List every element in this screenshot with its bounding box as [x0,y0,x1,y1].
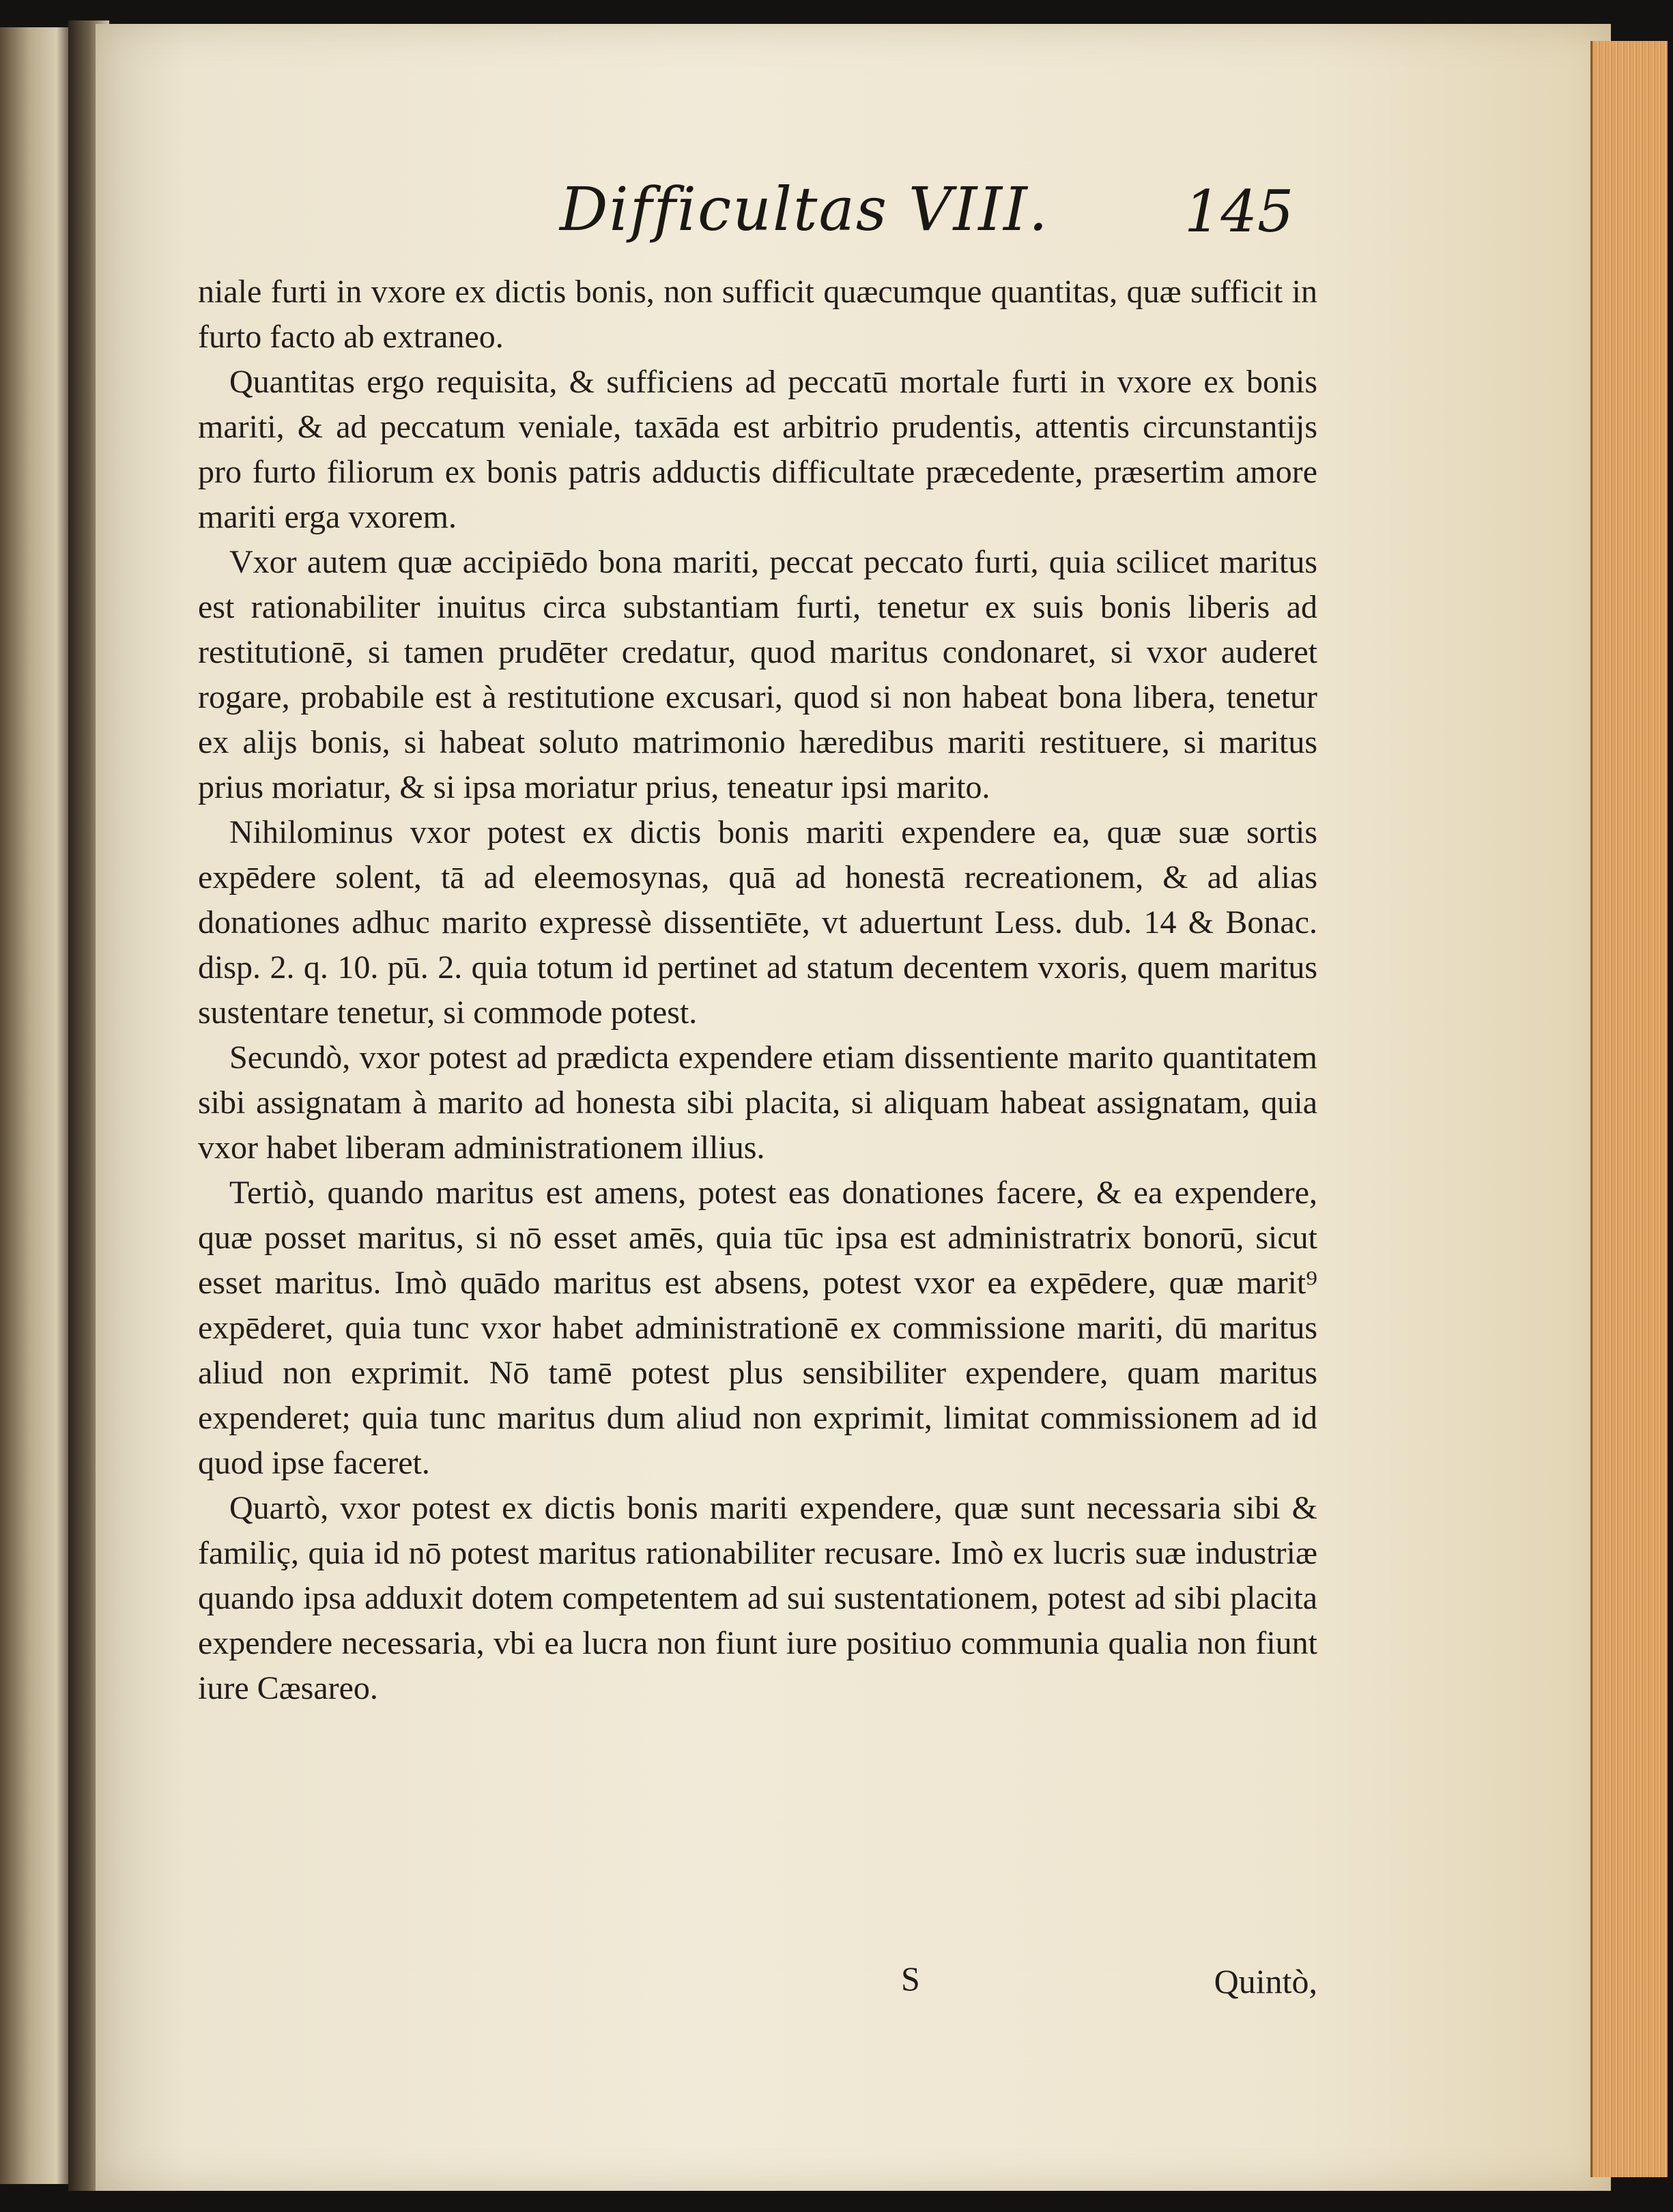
page-number: 145 [1184,178,1294,245]
paragraph-quantitas: Quantitas ergo requisita, & sufficiens ad peccatū mortale furti in vxore ex bonis mariti, & ad peccatum veniale, taxāda est arbitrio prudentis, attentis circunstantijs pro furto filiorum ex bonis patris adductis difficultate præcedente, præsertim amore mariti erga vxorem. [198,364,1317,535]
page-header [560,174,1379,256]
page-footer [198,1959,1317,2013]
previous-page-edge [0,27,75,2184]
body-text [198,270,1317,1711]
paragraph-continuation: niale furti in vxore ex dictis bonis, non sufficit quæcumque quantitas, quæ sufficit in furto facto ab extraneo. [198,274,1317,355]
paragraph-tertio: Tertiò, quando maritus est amens, potest eas donationes facere, & ea expendere, quæ posset maritus, si nō esset amēs, quia tūc ipsa est administratrix bonorū, sicut esset maritus. Imò quādo maritus est absens, potest vxor ea expēdere, quæ marit⁹ expēderet, quia tunc vxor habet administrationē ex commissione mariti, dū maritus aliud non exprimit. Nō tamē potest plus sensibiliter expendere, quam maritus expenderet; quia tunc maritus dum aliud non exprimit, limitat commissionem ad id quod ipse faceret. [198,1175,1317,1481]
gilt-fore-edge [1590,41,1668,2177]
signature-mark: S [901,1959,920,1998]
paragraph-quarto: Quartò, vxor potest ex dictis bonis mariti expendere, quæ sunt necessaria sibi & familiç, quia id nō potest maritus rationabiliter recusare. Imò ex lucris suæ industriæ quando ipsa adduxit dotem competentem ad sui sustentationem, potest ad sibi placita expendere necessaria, vbi ea lucra non fiunt iure positiuo communia qualia non fiunt iure Cæsareo. [198,1490,1317,1706]
running-head: Difficultas VIII. [560,174,1049,244]
catchword: Quintò, [1214,1962,1317,2000]
paragraph-vxor-autem: Vxor autem quæ accipiēdo bona mariti, peccat peccato furti, quia scilicet maritus est rationabiliter inuitus circa substantiam furti, tenetur ex suis bonis liberis ad restitutionē, si tamen prudēter credatur, quod maritus condonaret, si vxor auderet rogare, probabile est à restitutione excusari, quod si non habeat bona libera, tenetur ex alijs bonis, si habeat soluto matrimonio hæredibus mariti restituere, si maritus prius moriatur, & si ipsa moriatur prius, teneatur ipsi marito. [198,544,1317,805]
paragraph-secundo: Secundò, vxor potest ad prædicta expendere etiam dissentiente marito quantitatem sibi assignatam à marito ad honesta sibi placita, si aliquam habeat assignatam, quia vxor habet liberam administrationem illius. [198,1039,1317,1166]
paragraph-nihilominus: Nihilominus vxor potest ex dictis bonis mariti expendere ea, quæ suæ sortis expēdere solent, tā ad eleemosynas, quā ad honestā recreationem, & ad alias donationes adhuc marito expressè dissentiēte, vt aduertunt Less. dub. 14 & Bonac. disp. 2. q. 10. pū. 2. quia totum id pertinet ad statum decentem vxoris, quem maritus sustentare tenetur, si commode potest. [198,814,1317,1031]
